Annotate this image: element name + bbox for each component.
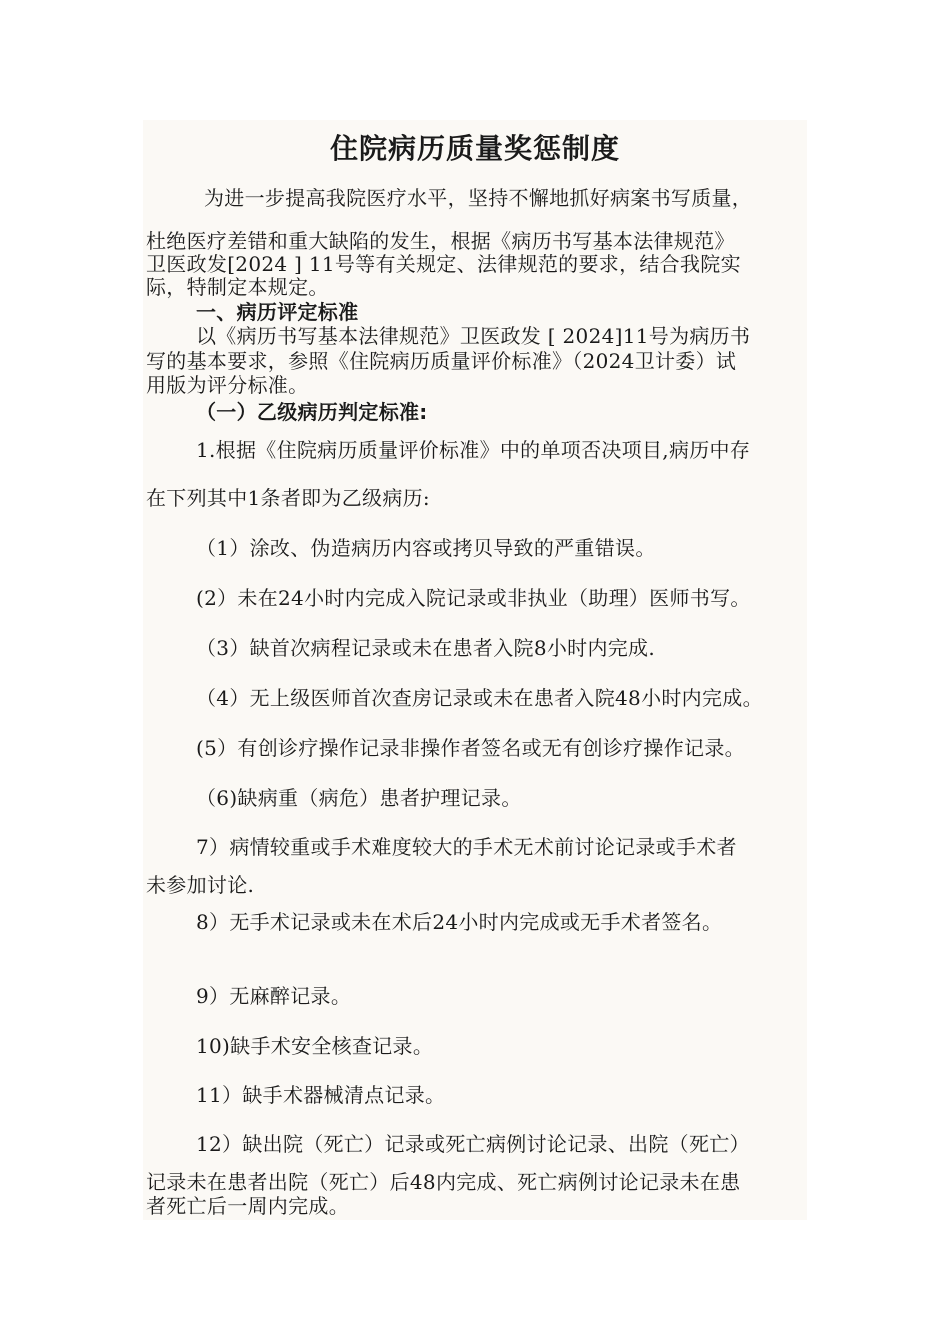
list-item-12-line-3: 者死亡后一周内完成。 <box>146 1194 349 1218</box>
section-body-line-2: 写的基本要求，参照《住院病历质量评价标准》（2024卫计委）试 <box>146 349 737 373</box>
list-item-2: (2）未在24小时内完成入院记录或非执业（助理）医师书写。 <box>196 586 751 610</box>
list-item-9: 9）无麻醉记录。 <box>196 984 352 1008</box>
list-item-8: 8）无手术记录或未在术后24小时内完成或无手术者签名。 <box>196 910 723 934</box>
list-item-5: (5）有创诊疗操作记录非操作者签名或无有创诊疗操作记录。 <box>196 736 745 760</box>
section-body-line-1: 以《病历书写基本法律规范》卫医政发 [ 2024]11号为病历书 <box>196 324 751 348</box>
list-item-12-line-2: 记录未在患者出院（死亡）后48内完成、死亡病例讨论记录未在患 <box>146 1170 741 1194</box>
section-heading: 一、病历评定标准 <box>196 300 359 324</box>
list-item-12-line-1: 12）缺出院（死亡）记录或死亡病例讨论记录、出院（死亡） <box>196 1132 750 1156</box>
subsection-heading: （一）乙级病历判定标准: <box>196 400 428 424</box>
intro-line-4: 际，特制定本规定。 <box>146 275 329 299</box>
list-item-10: 10)缺手术安全核查记录。 <box>196 1034 434 1058</box>
list-item-1: （1）涂改、伪造病历内容或拷贝导致的严重错误。 <box>196 536 656 560</box>
intro-line-3: 卫医政发[2024 ] 11号等有关规定、法律规范的要求，结合我院实 <box>146 252 741 276</box>
list-item-7-line-2: 未参加讨论. <box>146 873 255 897</box>
list-item-6: （6)缺病重（病危）患者护理记录。 <box>196 786 522 810</box>
list-item-11: 11）缺手术器械清点记录。 <box>196 1083 446 1107</box>
list-item-7-line-1: 7）病情较重或手术难度较大的手术无术前讨论记录或手术者 <box>196 835 737 859</box>
rule-line-2: 在下列其中1条者即为乙级病历: <box>146 486 430 510</box>
list-item-4: （4）无上级医师首次查房记录或未在患者入院48小时内完成。 <box>196 686 763 710</box>
intro-line-2: 杜绝医疗差错和重大缺陷的发生，根据《病历书写基本法律规范》 <box>146 229 735 253</box>
rule-line-1: 1.根据《住院病历质量评价标准》中的单项否决项目,病历中存 <box>196 438 751 462</box>
intro-line-1: 为进一步提高我院医疗水平，坚持不懈地抓好病案书写质量， <box>204 186 753 210</box>
section-body-line-3: 用版为评分标准。 <box>146 373 309 397</box>
list-item-3: （3）缺首次病程记录或未在患者入院8小时内完成. <box>196 636 656 660</box>
document-title: 住院病历质量奖惩制度 <box>329 132 620 165</box>
